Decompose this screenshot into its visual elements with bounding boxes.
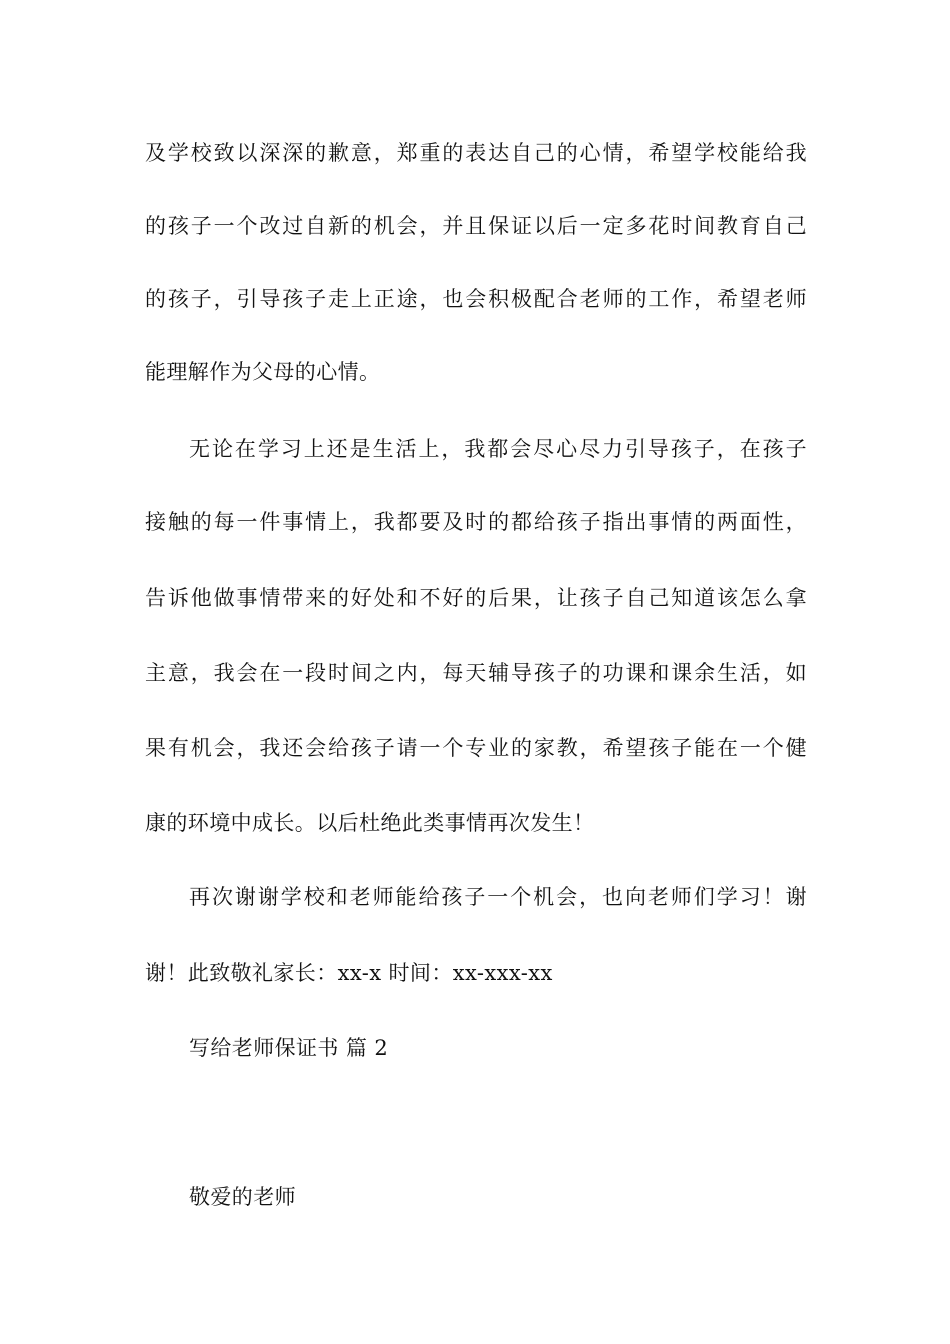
paragraph-line: 告诉他做事情带来的好处和不好的后果，让孩子自己知道该怎么拿 bbox=[145, 586, 807, 610]
paragraph-line: 及学校致以深深的歉意，郑重的表达自己的心情，希望学校能给我 bbox=[145, 141, 807, 165]
paragraph-line: 果有机会，我还会给孩子请一个专业的家教，希望孩子能在一个健 bbox=[145, 736, 807, 760]
paragraph-line: 无论在学习上还是生活上，我都会尽心尽力引导孩子，在孩子 bbox=[189, 437, 807, 461]
paragraph-line: 的孩子一个改过自新的机会，并且保证以后一定多花时间教育自己 bbox=[145, 214, 807, 238]
paragraph-line: 能理解作为父母的心情。 bbox=[145, 360, 381, 384]
section-heading: 写给老师保证书 篇 2 bbox=[189, 1036, 389, 1060]
salutation: 敬爱的老师 bbox=[189, 1185, 296, 1209]
paragraph-line: 的孩子，引导孩子走上正途，也会积极配合老师的工作，希望老师 bbox=[145, 287, 807, 311]
paragraph-line: 康的环境中成长。以后杜绝此类事情再次发生！ bbox=[145, 811, 595, 835]
paragraph-line: 再次谢谢学校和老师能给孩子一个机会，也向老师们学习！谢 bbox=[189, 885, 807, 909]
paragraph-line: 接触的每一件事情上，我都要及时的都给孩子指出事情的两面性， bbox=[145, 510, 807, 534]
paragraph-line: 主意，我会在一段时间之内，每天辅导孩子的功课和课余生活，如 bbox=[145, 661, 807, 685]
paragraph-line: 谢！此致敬礼家长：xx-x 时间：xx-xxx-xx bbox=[145, 961, 553, 985]
